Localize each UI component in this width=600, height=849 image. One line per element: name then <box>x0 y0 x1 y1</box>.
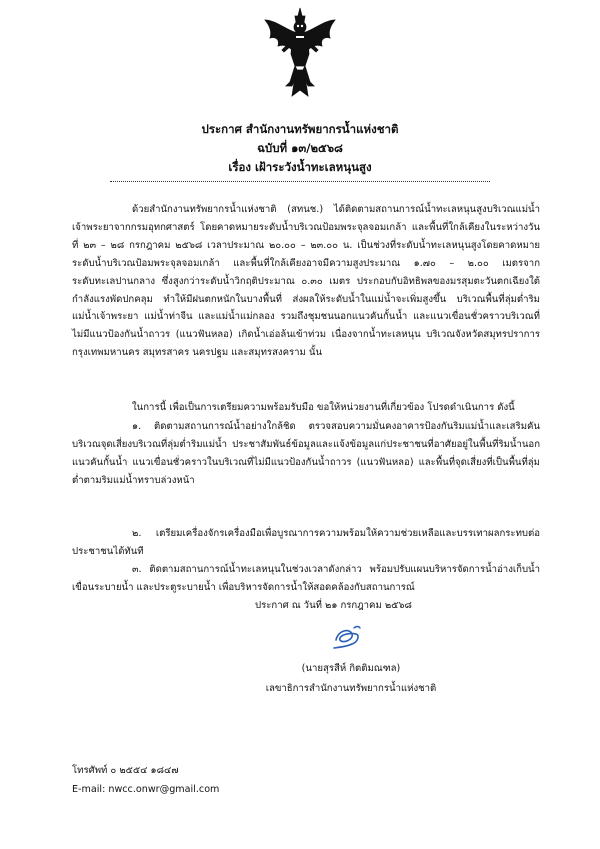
action-item-2: ๒. เตรียมเครื่องจักรเครื่องมือเพื่อบูรณาการความพร้อมให้ความช่วยเหลือและบรรเทาผลกระทบต่อประชาชนได้ทันที <box>72 528 540 557</box>
action-item-1: ๑. ติดตามสถานการณ์น้ำอย่างใกล้ชิด ตรวจสอบความมั่นคงอาคารป้องกันริมแม่น้ำและเสริมคันบริเวณจุดเสี่ยงบริเวณที่ลุ่มต่ำริมแม่น้ำ ประชาสัมพันธ์ข้อมูลและแจ้งข้อมูลแก่ประชาชนที่อาศัยอยู่ในพื้นที่ริมน้ำนอกแนวคันกั้นน้ำ แนวเขื่อนชั่วคราวในบริเวณที่ไม่มีแนวป้องกันน้ำถาวร (แนวฟันหลอ) และพื้นที่จุดเสี่ยงที่เป็นพื้นที่ลุ่มต่ำตามริมแม่น้ำทราบล่วงหน้า <box>72 421 540 486</box>
action-item-3: ๓. ติดตามสถานการณ์น้ำทะเลหนุนในช่วงเวลาดังกล่าว พร้อมปรับแผนบริหารจัดการน้ำอ่างเก็บน้ำ เขื่อนระบายน้ำ และประตูระบายน้ำ เพื่อบริหารจัดการน้ำให้สอดคล้องกับสถานการณ์ <box>72 564 540 593</box>
contact-phone: โทรศัพท์ ๐ ๒๕๕๔ ๑๘๔๗ <box>72 765 179 776</box>
announcement-subject: เรื่อง เฝ้าระวังน้ำทะเลหนุนสูง <box>228 160 372 174</box>
garuda-emblem-icon <box>262 6 338 102</box>
signature-icon <box>328 622 368 652</box>
signer-title: เลขาธิการสำนักงานทรัพยากรน้ำแห่งชาติ <box>265 683 437 694</box>
signer-name: (นายสุรสีห์ กิตติมณฑล) <box>301 663 401 674</box>
body-paragraph-situation: ด้วยสำนักงานทรัพยากรน้ำแห่งชาติ (สทนช.) ได้ติดตามสถานการณ์น้ำทะเลหนุนสูงบริเวณแม่น้ำเจ้าพระยาจากกรมอุทกศาสตร์ โดยคาดหมายระดับน้ำบริเวณป้อมพระจุลจอมเกล้า และพื้นที่ใกล้เคียงในระหว่างวันที่ ๒๓ – ๒๘ กรกฎาคม ๒๕๖๘ เวลาประมาณ ๒๐.๐๐ – ๒๓.๐๐ น. เป็นช่วงที่ระดับน้ำทะเลหนุนสูงโดยคาดหมายระดับน้ำบริเวณป้อมพระจุลจอมเกล้า และพื้นที่ใกล้เคียงอาจมีความสูงประมาณ ๑.๗๐ – ๒.๐๐ เมตรจากระดับทะเลปานกลาง ซึ่งสูงกว่าระดับน้ำวิกฤติประมาณ ๐.๓๐ เมตร ประกอบกับอิทธิพลของมรสุมตะวันตกเฉียงใต้กำลังแรงพัดปกคลุม ทำให้มีฝนตกหนักในบางพื้นที่ ส่งผลให้ระดับน้ำในแม่น้ำจะเพิ่มสูงขึ้น บริเวณพื้นที่ลุ่มต่ำริมแม่น้ำเจ้าพระยา แม่น้ำท่าจีน และแม่น้ำแม่กลอง รวมถึงชุมชนนอกแนวคันกั้นน้ำ และแนวเขื่อนชั่วคราวบริเวณที่ไม่มีแนวป้องกันน้ำถาวร (แนวฟันหลอ) เกิดน้ำเอ่อล้นเข้าท่วม เนื่องจากน้ำทะเลหนุน บริเวณจังหวัดสมุทรปราการ กรุงเทพมหานคร สมุทรสาคร นครปฐม และสมุทรสงคราม นั้น <box>72 204 540 359</box>
dotted-divider <box>110 176 490 182</box>
announcement-number: ฉบับที่ ๑๓/๒๕๖๘ <box>257 141 343 155</box>
announcement-date: ประกาศ ณ วันที่ ๒๑ กรกฎาคม ๒๕๖๘ <box>255 600 412 611</box>
announcement-title: ประกาศ สำนักงานทรัพยากรน้ำแห่งชาติ <box>201 122 399 136</box>
body-paragraph-request: ในการนี้ เพื่อเป็นการเตรียมความพร้อมรับมือ ขอให้หน่วยงานที่เกี่ยวข้อง โปรดดำเนินการ ดังนี้ <box>132 402 515 413</box>
contact-email: E-mail: nwcc.onwr@gmail.com <box>72 784 220 795</box>
